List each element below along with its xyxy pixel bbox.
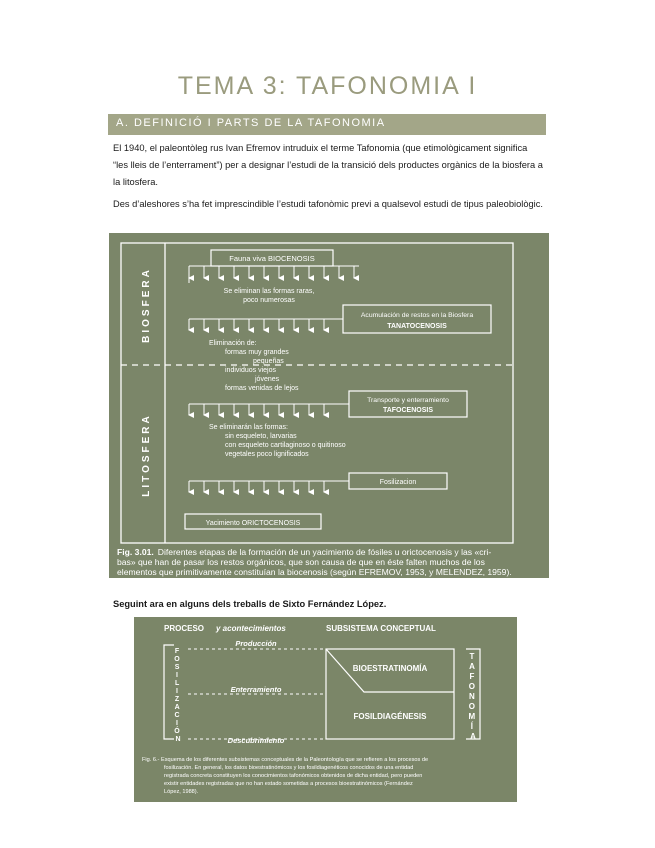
paragraph-intro: El 1940, el paleontòleg rus Ivan Efremov intruduix el terme Tafonomia (que etimològicament significa “les lleis de l’enterrament”) per a designar l’estudi de la transició dels productes orgànics de la biosfera a la litosfera. <box>113 143 543 187</box>
page-title: TEMA 3: TAFONOMIA I <box>177 72 478 100</box>
note-eliminated-forms-4: vegetales poco lignificados <box>225 451 309 458</box>
note-elimination-6: formas venidas de lejos <box>225 385 299 392</box>
figure-conceptual-subsystems-diagram <box>134 617 517 802</box>
sieve-arrows-3 <box>189 404 324 415</box>
header-proceso: PROCESO <box>164 624 205 633</box>
figure-frame <box>121 243 513 543</box>
box-tafocenosis-label-1: Transporte y enterramiento <box>367 397 449 404</box>
note-rare-forms-2: poco numerosas <box>243 297 295 304</box>
figure1-caption-line2: bas» que han de pasar los restos orgánicos, que son causa de que en éste falten muchos de los <box>117 557 485 567</box>
figure2-caption-line2: fosilización. En general, los datos bioestratinómicos y los fosildiagenéticos conocidos de una entidad <box>164 765 414 771</box>
box-orictocenosis-label: Yacimiento ORICTOCENOSIS <box>205 520 301 527</box>
box-fosilizacion-label: Fosilizacion <box>379 479 417 486</box>
subsystem-fosildiagenesis: FOSILDIAGÉNESIS <box>353 712 427 721</box>
note-elimination-2: formas muy grandes <box>225 349 289 356</box>
subsystem-box <box>326 649 454 739</box>
figure-taphonomy-stages-diagram <box>109 233 549 578</box>
paragraph-importance: Des d’aleshores s’ha fet imprescindible l’estudi tafonòmic previ a qualsevol estudi de tipus paleobiològic. <box>113 199 543 209</box>
event-descubrimiento: Descubrimiento <box>227 736 285 745</box>
sieve-arrows-4 <box>189 481 324 492</box>
event-enterramiento: Enterramiento <box>230 685 282 694</box>
figure1-caption-line3: elementos que primitivamente constituían la biocenosis (según EFREMOV, 1953, y MELENDEZ, 1959). <box>117 567 512 577</box>
note-elimination-5: jóvenes <box>255 376 280 383</box>
box-tanatocenosis-label-1: Acumulación de restos en la Biosfera <box>360 312 474 319</box>
subsystem-bioestratinomia: BIOESTRATINOMÍA <box>352 664 428 673</box>
note-eliminated-forms-3: con esqueleto cartilaginoso o quitinoso <box>225 442 346 449</box>
side-label-biosfera: BIOSFERA <box>141 267 152 343</box>
side-label-litosfera: LITOSFERA <box>141 413 152 497</box>
section-header-text: A. DEFINICIÓ I PARTS DE LA TAFONOMIA <box>116 117 386 129</box>
header-subsistema: SUBSISTEMA CONCEPTUAL <box>326 624 436 633</box>
figure2-caption-line5: López, 1988). <box>164 789 199 795</box>
section-header <box>108 114 546 135</box>
note-elimination-4: individuos viejos <box>225 367 276 374</box>
figure1-caption-line1: Fig. 3.01. Diferentes etapas de la formación de un yacimiento de fósiles u orictocenosis y las «cri- <box>117 547 492 557</box>
box-tanatocenosis-label-2: TANATOCENOSIS <box>387 323 447 330</box>
left-bracket <box>164 645 174 739</box>
note-elimination-1: Eliminación de: <box>209 340 257 347</box>
figure-taphonomy-stages <box>109 233 549 578</box>
event-produccion: Producción <box>235 639 277 648</box>
note-elimination-3: pequeñas <box>253 358 284 365</box>
note-eliminated-forms-1: Se eliminarán las formas: <box>209 424 288 431</box>
figure2-caption-line4: existir entidades registradas que no han estado sometidas a procesos bioestratinómicos (Fernández <box>164 781 413 787</box>
sieve-arrows-1 <box>189 266 354 278</box>
box-biocenosis-label: Fauna viva BIOCENOSIS <box>229 254 315 263</box>
vertical-tafonomia: T A F O N O M Í A <box>468 652 476 741</box>
note-eliminated-forms-2: sin esqueleto, larvarias <box>225 433 297 440</box>
note-rare-forms-1: Se eliminan las formas raras, <box>223 288 315 295</box>
figure-conceptual-subsystems <box>134 617 517 802</box>
figure2-caption-line1: Fig. 6.- Esquema de los diferentes subsistemas conceptuales de la Paleontología que se refieren a los procesos de <box>142 757 429 763</box>
paragraph-sixto: Seguint ara en alguns dels treballs de Sixto Fernández López. <box>113 599 387 609</box>
box-tafocenosis-label-2: TAFOCENOSIS <box>382 407 434 414</box>
figure2-caption-line3: registrada concreta constituyen los conocimientos tafonómicos obtenidos de dicha entidad, pero pueden <box>164 773 423 779</box>
sieve-arrows-2 <box>189 319 324 330</box>
header-acontecimientos: y acontecimientos <box>216 624 286 633</box>
vertical-fosilizacion: F O S I L I Z A C I Ó N <box>174 648 181 743</box>
